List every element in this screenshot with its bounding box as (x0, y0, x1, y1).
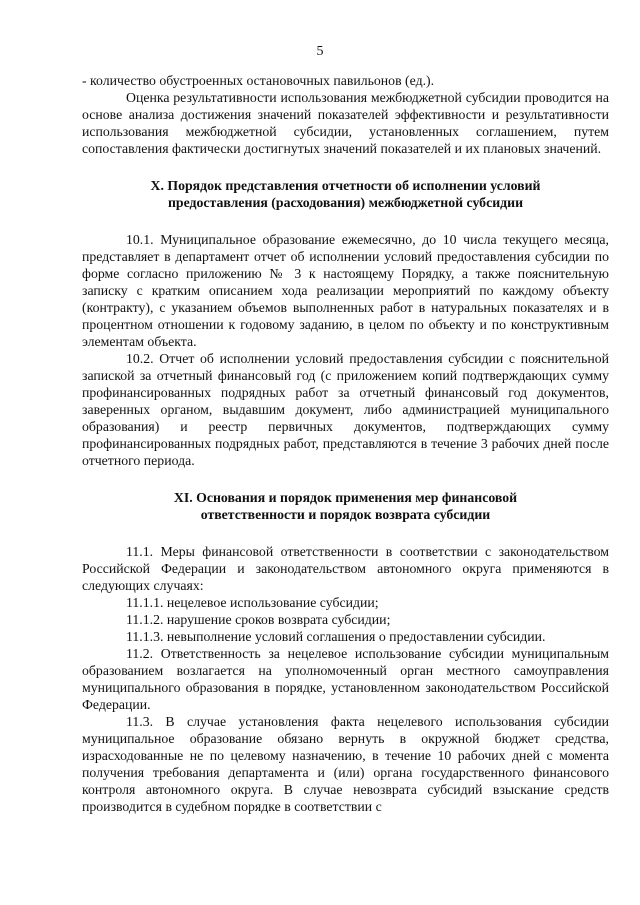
section-11-title-line1: XI. Основания и порядок применения мер финансовой (173, 490, 518, 505)
page-number: 5 (316, 44, 324, 59)
section-11-title-line2: ответственности и порядок возврата субсидии (200, 507, 491, 522)
section-10-title-line1: X. Порядок представления отчетности об исполнении условий (150, 178, 541, 193)
document-body (82, 72, 609, 815)
paragraph-11-2: 11.2. Ответственность за нецелевое использование субсидии муниципальным образованием возлагается на уполномоченный орган местного самоуправления муниципального образования в порядке, установленном законодательством Российской Федерации. (82, 646, 609, 712)
section-11-heading (82, 489, 609, 523)
paragraph-evaluation: Оценка результативности использования межбюджетной субсидии проводится на основе анализа достижения значений показателей эффективности и результативности использования межбюджетной субсидии, установленных соглашением, путем сопоставления фактически достигнутых значений показателей и их плановых значений. (82, 90, 609, 156)
paragraph-11-1-2: 11.1.2. нарушение сроков возврата субсидии; (126, 612, 391, 627)
section-10-title-line2: предоставления (расходования) межбюджетной субсидии (167, 195, 524, 210)
paragraph-11-3: 11.3. В случае установления факта нецелевого использования субсидии муниципальное образование обязано вернуть в окружной бюджет средства, израсходованные не по целевому назначению, в течение 10 рабочих дней с момента получения требования департамента и (или) органа государственного финансового контроля автономного округа. В случае невозврата субсидий взыскание средств производится в судебном порядке в соответствии с (82, 714, 609, 814)
paragraph-10-2: 10.2. Отчет об исполнении условий предоставления субсидии с пояснительной запиской за отчетный финансовый год (с приложением копий подтверждающих сумму профинансированных подрядных работ за отчетный финансовый год документов, заверенных органом, выдавшим документ, либо администрацией муниципального образования) и реестр первичных документов, подтверждающих сумму профинансированных подрядных работ, представляются в течение 3 рабочих дней после отчетного периода. (82, 351, 609, 468)
paragraph-11-1-3: 11.1.3. невыполнение условий соглашения о предоставлении субсидии. (126, 629, 546, 644)
paragraph-11-1: 11.1. Меры финансовой ответственности в соответствии с законодательством Российской Федерации и законодательством автономного округа применяются в следующих случаях: (82, 544, 609, 593)
bullet-pavilions: - количество обустроенных остановочных павильонов (ед.). (82, 73, 435, 88)
section-10-heading (82, 177, 609, 211)
paragraph-10-1: 10.1. Муниципальное образование ежемесячно, до 10 числа текущего месяца, представляет в департамент отчет об исполнении условий предоставления субсидии по форме согласно приложению № 3 к настоящему Порядку, а также пояснительную записку с кратким описанием хода реализации мероприятий по каждому объекту (контракту), с указанием объемов выполненных работ в натуральных показателях и в процентном отношении к годовому заданию, в целом по объекту и по конструктивным элементам объекта. (82, 232, 609, 349)
paragraph-11-1-1: 11.1.1. нецелевое использование субсидии; (126, 595, 379, 610)
